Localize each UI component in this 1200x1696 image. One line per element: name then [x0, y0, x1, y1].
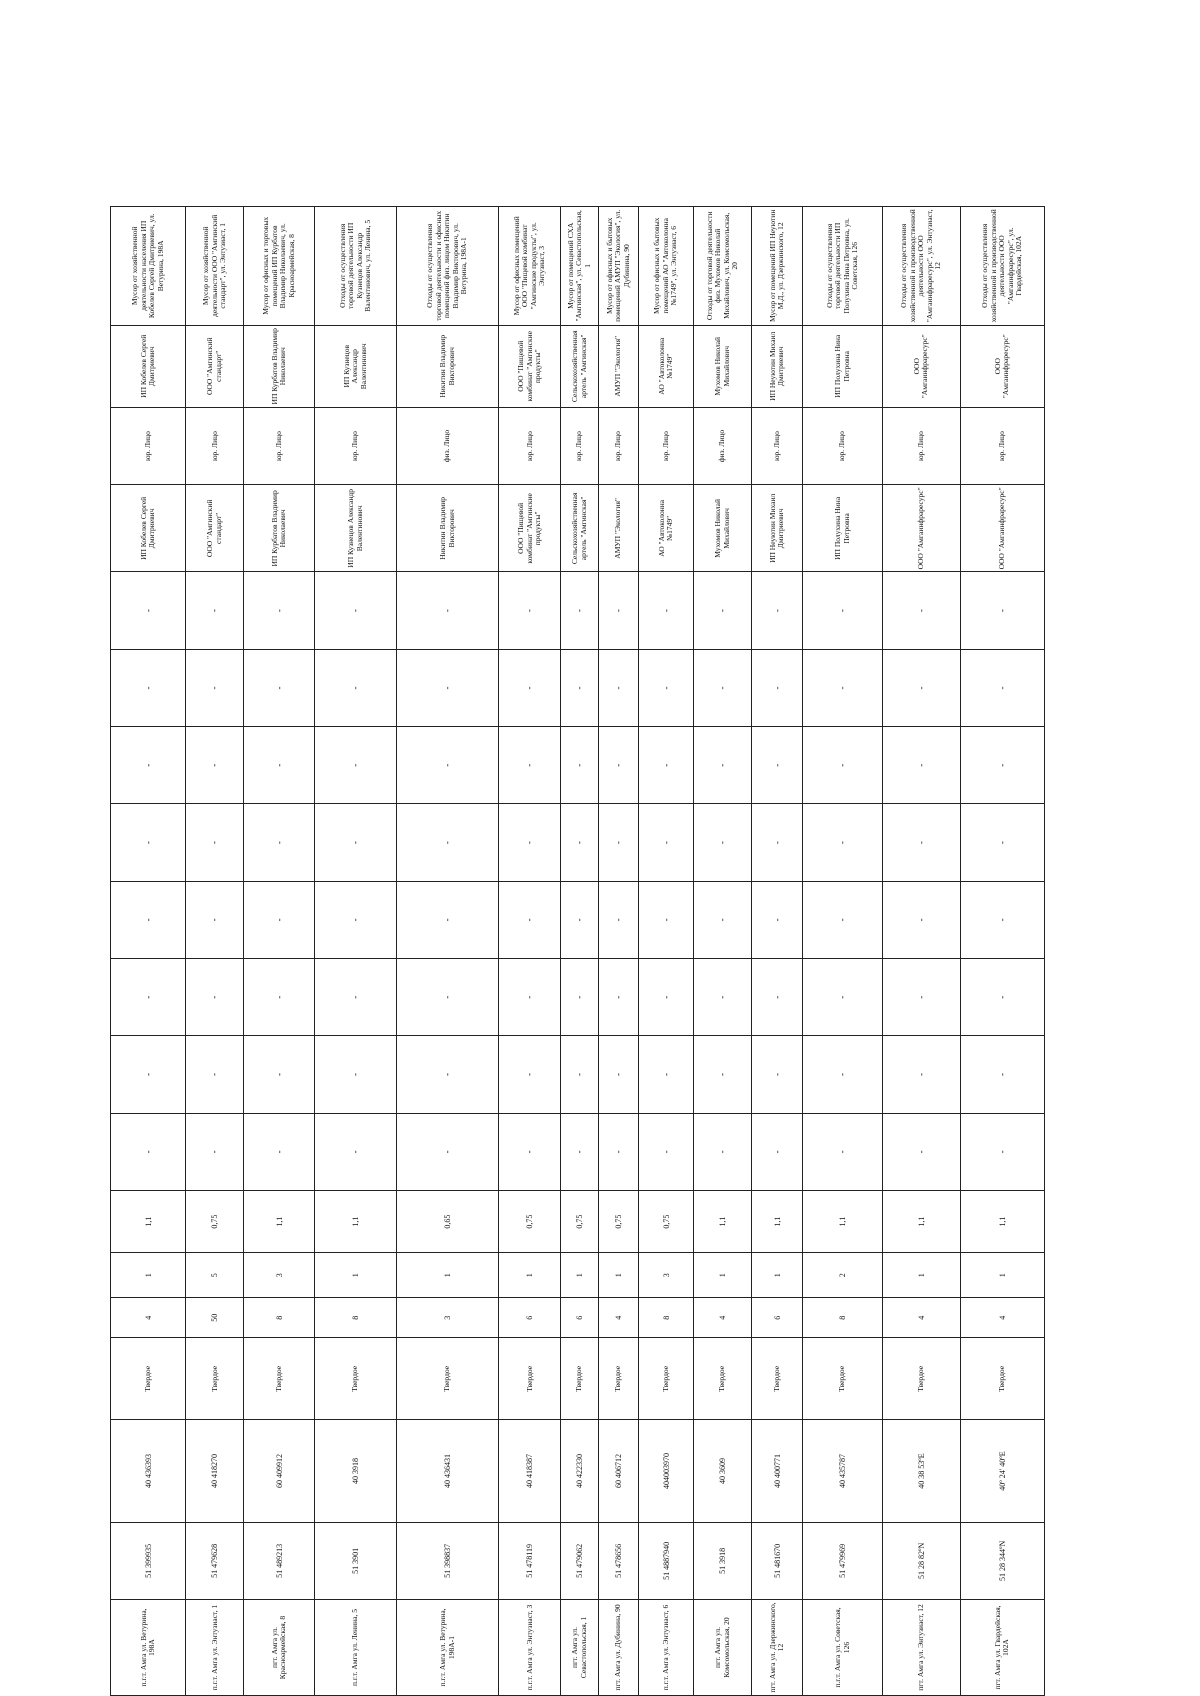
- empty-dash-cell: -: [752, 1036, 803, 1113]
- empty-dash-cell: -: [752, 959, 803, 1036]
- owner-cell: ООО "Пищевой комбинат "Амгинские продукты": [499, 485, 561, 572]
- empty-dash-cell: -: [244, 1113, 315, 1190]
- volume-cell: 1,1: [244, 1191, 315, 1253]
- empty-dash-cell: -: [186, 1036, 244, 1113]
- volume-cell: 1,1: [882, 1191, 960, 1253]
- empty-dash-cell: -: [638, 649, 693, 726]
- area-cell: 6: [561, 1298, 599, 1338]
- address-cell: пгт. Амга ул. Комсомольская, 20: [694, 1599, 752, 1695]
- empty-dash-cell: -: [960, 881, 1044, 958]
- empty-dash-cell: -: [397, 727, 499, 804]
- address-cell: пгт. Амга ул. Дубинина, 90: [599, 1599, 639, 1695]
- surface-cell: Твердое: [694, 1338, 752, 1420]
- address-cell: пгт. Амга ул. Дзержинского, 12: [752, 1599, 803, 1695]
- empty-dash-cell: -: [882, 649, 960, 726]
- owner-full-cell: ИП Кузнецов Александр Валентинович: [315, 325, 397, 407]
- person-type-cell: юр. Лицо: [752, 407, 803, 484]
- latitude-cell: 51 481670: [752, 1522, 803, 1599]
- owner-full-cell: ООО "Амгинский стандарт": [186, 325, 244, 407]
- owner-full-cell: Мухомов Николай Михайлович: [694, 325, 752, 407]
- table-row: [694, 207, 752, 1696]
- address-cell: пгт. Амга ул. Севастопольская, 1: [561, 1599, 599, 1695]
- empty-dash-cell: -: [499, 649, 561, 726]
- containers-cell: 1: [960, 1253, 1044, 1298]
- empty-dash-cell: -: [752, 804, 803, 881]
- empty-dash-cell: -: [244, 804, 315, 881]
- surface-cell: Твердое: [960, 1338, 1044, 1420]
- volume-cell: 1,1: [752, 1191, 803, 1253]
- waste-source-cell: Отходы от осуществления торговой деятельности ИП Полухина Нина Петровна, ул. Советская, 126: [803, 207, 883, 326]
- containers-cell: 3: [638, 1253, 693, 1298]
- empty-dash-cell: -: [694, 1113, 752, 1190]
- longitude-cell: 40 400771: [752, 1420, 803, 1522]
- area-cell: 4: [694, 1298, 752, 1338]
- surface-cell: Твердое: [599, 1338, 639, 1420]
- empty-dash-cell: -: [111, 1113, 186, 1190]
- empty-dash-cell: -: [752, 881, 803, 958]
- table-row: [111, 207, 186, 1696]
- waste-source-cell: Отходы от осуществления торговой деятельности ИП Кузнецов Александр Валентинович, ул. Ленина, 5: [315, 207, 397, 326]
- area-cell: 6: [499, 1298, 561, 1338]
- containers-cell: 1: [694, 1253, 752, 1298]
- empty-dash-cell: -: [599, 727, 639, 804]
- surface-cell: Твердое: [315, 1338, 397, 1420]
- empty-dash-cell: -: [111, 649, 186, 726]
- waste-sites-table: [110, 206, 1045, 1696]
- area-cell: 4: [882, 1298, 960, 1338]
- empty-dash-cell: -: [960, 572, 1044, 649]
- volume-cell: 1,1: [803, 1191, 883, 1253]
- longitude-cell: 40º 24' 40ºЕ: [960, 1420, 1044, 1522]
- latitude-cell: 51 398837: [397, 1522, 499, 1599]
- area-cell: 4: [111, 1298, 186, 1338]
- empty-dash-cell: -: [315, 572, 397, 649]
- empty-dash-cell: -: [882, 881, 960, 958]
- latitude-cell: 51 3918: [694, 1522, 752, 1599]
- empty-dash-cell: -: [694, 572, 752, 649]
- empty-dash-cell: -: [244, 881, 315, 958]
- empty-dash-cell: -: [499, 1036, 561, 1113]
- volume-cell: 1,1: [111, 1191, 186, 1253]
- table-row: [315, 207, 397, 1696]
- owner-cell: ИП Кузнецов Александр Валентинович: [315, 485, 397, 572]
- empty-dash-cell: -: [244, 727, 315, 804]
- waste-source-cell: Отходы от осуществления хозяйственной и производственной деятельности ООО "Амгаинфраресурс", ул. Энтузиаст, 12: [882, 207, 960, 326]
- owner-full-cell: ИП Неуютин Михаил Дмитриевич: [752, 325, 803, 407]
- empty-dash-cell: -: [499, 1113, 561, 1190]
- empty-dash-cell: -: [111, 881, 186, 958]
- table-row: [244, 207, 315, 1696]
- empty-dash-cell: -: [561, 572, 599, 649]
- waste-source-cell: Отходы от осуществления хозяйственной и производственной деятельности ООО "Амгаинфраресурс", ул. Гвардейская, 102А: [960, 207, 1044, 326]
- owner-cell: АМУП "Экология": [599, 485, 639, 572]
- empty-dash-cell: -: [397, 649, 499, 726]
- empty-dash-cell: -: [694, 959, 752, 1036]
- person-type-cell: юр. Лицо: [186, 407, 244, 484]
- longitude-cell: 40 418270: [186, 1420, 244, 1522]
- owner-full-cell: ИП Полухина Нина Петровна: [803, 325, 883, 407]
- longitude-cell: 40 3918: [315, 1420, 397, 1522]
- owner-cell: ИП Неуютин Михаил Дмитриевич: [752, 485, 803, 572]
- surface-cell: Твердое: [111, 1338, 186, 1420]
- area-cell: 50: [186, 1298, 244, 1338]
- address-cell: пгт. Амга ул. Гвардейская, 102А: [960, 1599, 1044, 1695]
- surface-cell: Твердое: [882, 1338, 960, 1420]
- empty-dash-cell: -: [561, 727, 599, 804]
- empty-dash-cell: -: [315, 804, 397, 881]
- person-type-cell: юр. Лицо: [960, 407, 1044, 484]
- latitude-cell: 51 478119: [499, 1522, 561, 1599]
- address-cell: пгт. Амга ул. Красноармейская, 8: [244, 1599, 315, 1695]
- empty-dash-cell: -: [186, 572, 244, 649]
- latitude-cell: 51 28 344ºN: [960, 1522, 1044, 1599]
- address-cell: п.г.т. Амга ул. Советская, 126: [803, 1599, 883, 1695]
- latitude-cell: 51 479969: [803, 1522, 883, 1599]
- address-cell: п.г.т. Амга ул. Ветурина, 198А: [111, 1599, 186, 1695]
- volume-cell: 1,1: [315, 1191, 397, 1253]
- person-type-cell: физ. Лицо: [694, 407, 752, 484]
- empty-dash-cell: -: [315, 959, 397, 1036]
- empty-dash-cell: -: [397, 881, 499, 958]
- empty-dash-cell: -: [111, 804, 186, 881]
- empty-dash-cell: -: [638, 572, 693, 649]
- owner-full-cell: ИП Курбатов Владимир Николаевич: [244, 325, 315, 407]
- empty-dash-cell: -: [561, 881, 599, 958]
- empty-dash-cell: -: [186, 649, 244, 726]
- volume-cell: 0,75: [599, 1191, 639, 1253]
- empty-dash-cell: -: [397, 804, 499, 881]
- area-cell: 8: [244, 1298, 315, 1338]
- waste-source-cell: Отходы от осуществления торговой деятельности и офисных помещений физ. лицом Никитин Владимир Викторович, ул. Ветурина, 198А-1: [397, 207, 499, 326]
- empty-dash-cell: -: [960, 1036, 1044, 1113]
- volume-cell: 0,75: [499, 1191, 561, 1253]
- empty-dash-cell: -: [186, 959, 244, 1036]
- empty-dash-cell: -: [694, 649, 752, 726]
- surface-cell: Твердое: [186, 1338, 244, 1420]
- empty-dash-cell: -: [111, 1036, 186, 1113]
- waste-source-cell: Мусор от помещений СХА "Амгинская", ул. Севастопольская, 1: [561, 207, 599, 326]
- volume-cell: 0,75: [186, 1191, 244, 1253]
- volume-cell: 0,75: [561, 1191, 599, 1253]
- empty-dash-cell: -: [803, 804, 883, 881]
- person-type-cell: юр. Лицо: [638, 407, 693, 484]
- longitude-cell: 40 422330: [561, 1420, 599, 1522]
- owner-cell: ИП Кобелев Сергей Дмитриевич: [111, 485, 186, 572]
- surface-cell: Твердое: [561, 1338, 599, 1420]
- waste-source-cell: Мусор от помещений ИП Неуютин М.Д., ул. Дзержинского, 12: [752, 207, 803, 326]
- area-cell: 4: [599, 1298, 639, 1338]
- surface-cell: Твердое: [499, 1338, 561, 1420]
- empty-dash-cell: -: [599, 572, 639, 649]
- address-cell: п.г.т. Амга ул. Энтузиаст, 1: [186, 1599, 244, 1695]
- containers-cell: 1: [111, 1253, 186, 1298]
- empty-dash-cell: -: [244, 649, 315, 726]
- address-cell: п.г.т. Амга ул. Ленина, 5: [315, 1599, 397, 1695]
- latitude-cell: 51 28 82ºN: [882, 1522, 960, 1599]
- address-cell: п.г.т. Амга ул. Энтузиаст, 6: [638, 1599, 693, 1695]
- empty-dash-cell: -: [752, 1113, 803, 1190]
- empty-dash-cell: -: [599, 1036, 639, 1113]
- empty-dash-cell: -: [397, 959, 499, 1036]
- table-row: [752, 207, 803, 1696]
- containers-cell: 1: [561, 1253, 599, 1298]
- person-type-cell: юр. Лицо: [244, 407, 315, 484]
- empty-dash-cell: -: [694, 881, 752, 958]
- latitude-cell: 51 479062: [561, 1522, 599, 1599]
- area-cell: 4: [960, 1298, 1044, 1338]
- empty-dash-cell: -: [244, 959, 315, 1036]
- owner-full-cell: АО "Автоколонна №1749": [638, 325, 693, 407]
- table-row: [499, 207, 561, 1696]
- empty-dash-cell: -: [882, 1036, 960, 1113]
- volume-cell: 1,1: [960, 1191, 1044, 1253]
- owner-full-cell: Никитин Владимир Викторович: [397, 325, 499, 407]
- surface-cell: Твердое: [244, 1338, 315, 1420]
- empty-dash-cell: -: [960, 959, 1044, 1036]
- table-row: [186, 207, 244, 1696]
- table-row: [803, 207, 883, 1696]
- rotated-table-sheet: [110, 206, 1045, 1696]
- empty-dash-cell: -: [561, 1113, 599, 1190]
- longitude-cell: 40 418387: [499, 1420, 561, 1522]
- longitude-cell: 40 436393: [111, 1420, 186, 1522]
- empty-dash-cell: -: [803, 572, 883, 649]
- longitude-cell: 40 436431: [397, 1420, 499, 1522]
- person-type-cell: юр. Лицо: [882, 407, 960, 484]
- empty-dash-cell: -: [561, 804, 599, 881]
- empty-dash-cell: -: [599, 1113, 639, 1190]
- empty-dash-cell: -: [397, 572, 499, 649]
- volume-cell: 1,1: [694, 1191, 752, 1253]
- person-type-cell: юр. Лицо: [599, 407, 639, 484]
- longitude-cell: 40 38 53ºЕ: [882, 1420, 960, 1522]
- containers-cell: 1: [499, 1253, 561, 1298]
- address-cell: п.г.т. Амга ул. Энтузиаст, 3: [499, 1599, 561, 1695]
- empty-dash-cell: -: [960, 727, 1044, 804]
- empty-dash-cell: -: [638, 1036, 693, 1113]
- person-type-cell: юр. Лицо: [111, 407, 186, 484]
- surface-cell: Твердое: [752, 1338, 803, 1420]
- owner-cell: ООО "Амгинский стандарт": [186, 485, 244, 572]
- owner-full-cell: АМУП "Экология": [599, 325, 639, 407]
- empty-dash-cell: -: [803, 1113, 883, 1190]
- latitude-cell: 51 478656: [599, 1522, 639, 1599]
- empty-dash-cell: -: [599, 649, 639, 726]
- empty-dash-cell: -: [752, 727, 803, 804]
- owner-cell: Мухомов Николай Михайлович: [694, 485, 752, 572]
- empty-dash-cell: -: [499, 804, 561, 881]
- empty-dash-cell: -: [752, 649, 803, 726]
- empty-dash-cell: -: [244, 1036, 315, 1113]
- person-type-cell: юр. Лицо: [803, 407, 883, 484]
- empty-dash-cell: -: [882, 804, 960, 881]
- area-cell: 8: [638, 1298, 693, 1338]
- containers-cell: 3: [244, 1253, 315, 1298]
- latitude-cell: 51 479628: [186, 1522, 244, 1599]
- empty-dash-cell: -: [599, 959, 639, 1036]
- empty-dash-cell: -: [638, 804, 693, 881]
- owner-cell: ООО "Амгаинфраресурс": [882, 485, 960, 572]
- empty-dash-cell: -: [599, 804, 639, 881]
- volume-cell: 0,65: [397, 1191, 499, 1253]
- owner-full-cell: ООО "Пищевой комбинат "Амгинские продукты": [499, 325, 561, 407]
- owner-cell: ООО "Амгаинфраресурс": [960, 485, 1044, 572]
- longitude-cell: 40 435787: [803, 1420, 883, 1522]
- empty-dash-cell: -: [186, 804, 244, 881]
- empty-dash-cell: -: [315, 649, 397, 726]
- waste-source-cell: Мусор от хозяйственной деятельности населения ИП Кобелев Сергей Дмитриевич, ул. Ветурина, 198А: [111, 207, 186, 326]
- surface-cell: Твердое: [397, 1338, 499, 1420]
- empty-dash-cell: -: [882, 959, 960, 1036]
- owner-full-cell: ООО "Амгаинфраресурс": [882, 325, 960, 407]
- containers-cell: 1: [397, 1253, 499, 1298]
- empty-dash-cell: -: [694, 804, 752, 881]
- empty-dash-cell: -: [638, 1113, 693, 1190]
- empty-dash-cell: -: [499, 727, 561, 804]
- owner-cell: ИП Полухина Нина Петровна: [803, 485, 883, 572]
- address-cell: пгт. Амга ул. Энтузиаст, 12: [882, 1599, 960, 1695]
- waste-source-cell: Мусор от офисных и бытовых помещений АО "Автоколонна №1749", ул. Энтузиаст, 6: [638, 207, 693, 326]
- empty-dash-cell: -: [397, 1113, 499, 1190]
- empty-dash-cell: -: [882, 1113, 960, 1190]
- owner-full-cell: Сельскохозяйственная артель "Амгинская": [561, 325, 599, 407]
- owner-cell: АО "Автоколонна №1749": [638, 485, 693, 572]
- empty-dash-cell: -: [561, 959, 599, 1036]
- empty-dash-cell: -: [186, 881, 244, 958]
- volume-cell: 0,75: [638, 1191, 693, 1253]
- empty-dash-cell: -: [561, 1036, 599, 1113]
- area-cell: 8: [315, 1298, 397, 1338]
- containers-cell: 1: [752, 1253, 803, 1298]
- longitude-cell: 404003970: [638, 1420, 693, 1522]
- empty-dash-cell: -: [499, 881, 561, 958]
- area-cell: 3: [397, 1298, 499, 1338]
- latitude-cell: 51 4887940: [638, 1522, 693, 1599]
- empty-dash-cell: -: [803, 727, 883, 804]
- empty-dash-cell: -: [803, 959, 883, 1036]
- latitude-cell: 51 489213: [244, 1522, 315, 1599]
- owner-full-cell: ООО "Амгаинфраресурс": [960, 325, 1044, 407]
- area-cell: 6: [752, 1298, 803, 1338]
- empty-dash-cell: -: [111, 727, 186, 804]
- empty-dash-cell: -: [638, 959, 693, 1036]
- table-row: [561, 207, 599, 1696]
- empty-dash-cell: -: [599, 881, 639, 958]
- containers-cell: 1: [599, 1253, 639, 1298]
- person-type-cell: юр. Лицо: [561, 407, 599, 484]
- empty-dash-cell: -: [803, 649, 883, 726]
- empty-dash-cell: -: [499, 572, 561, 649]
- person-type-cell: юр. Лицо: [315, 407, 397, 484]
- empty-dash-cell: -: [111, 959, 186, 1036]
- empty-dash-cell: -: [499, 959, 561, 1036]
- table-row: [638, 207, 693, 1696]
- owner-cell: Сельскохозяйственная артель "Амгинская": [561, 485, 599, 572]
- surface-cell: Твердое: [638, 1338, 693, 1420]
- longitude-cell: 60 409912: [244, 1420, 315, 1522]
- empty-dash-cell: -: [694, 1036, 752, 1113]
- table-row: [397, 207, 499, 1696]
- empty-dash-cell: -: [244, 572, 315, 649]
- empty-dash-cell: -: [882, 727, 960, 804]
- empty-dash-cell: -: [186, 727, 244, 804]
- latitude-cell: 51 3901: [315, 1522, 397, 1599]
- area-cell: 8: [803, 1298, 883, 1338]
- empty-dash-cell: -: [960, 1113, 1044, 1190]
- empty-dash-cell: -: [111, 572, 186, 649]
- empty-dash-cell: -: [315, 881, 397, 958]
- waste-source-cell: Мусор от офисных и бытовых помещений АМУП "Экология", ул. Дубинина, 90: [599, 207, 639, 326]
- waste-source-cell: Мусор от хозяйственной деятельности ООО "Амгинский стандарт", ул. Энтузиаст, 1: [186, 207, 244, 326]
- longitude-cell: 40 3609: [694, 1420, 752, 1522]
- containers-cell: 5: [186, 1253, 244, 1298]
- empty-dash-cell: -: [638, 881, 693, 958]
- empty-dash-cell: -: [397, 1036, 499, 1113]
- person-type-cell: физ. Лицо: [397, 407, 499, 484]
- waste-source-cell: Мусор от офисных помещений ООО "Пищевой комбинат "Амгинские продукты", ул. Энтузиаст, 3: [499, 207, 561, 326]
- table-row: [599, 207, 639, 1696]
- empty-dash-cell: -: [694, 727, 752, 804]
- empty-dash-cell: -: [315, 1113, 397, 1190]
- owner-cell: ИП Курбатов Владимир Николаевич: [244, 485, 315, 572]
- empty-dash-cell: -: [803, 1036, 883, 1113]
- empty-dash-cell: -: [638, 727, 693, 804]
- empty-dash-cell: -: [752, 572, 803, 649]
- empty-dash-cell: -: [960, 804, 1044, 881]
- empty-dash-cell: -: [315, 727, 397, 804]
- empty-dash-cell: -: [561, 649, 599, 726]
- waste-source-cell: Отходы от торговой деятельности физ. Мухомов Николай Михайлович, ул. Комсомольская, 20: [694, 207, 752, 326]
- latitude-cell: 51 399935: [111, 1522, 186, 1599]
- empty-dash-cell: -: [186, 1113, 244, 1190]
- containers-cell: 1: [315, 1253, 397, 1298]
- waste-source-cell: Мусор от офисных и торговых помещений ИП Курбатов Владимир Николаевич, ул. Красноармейская, 8: [244, 207, 315, 326]
- empty-dash-cell: -: [803, 881, 883, 958]
- longitude-cell: 60 406712: [599, 1420, 639, 1522]
- empty-dash-cell: -: [960, 649, 1044, 726]
- containers-cell: 1: [882, 1253, 960, 1298]
- person-type-cell: юр. Лицо: [499, 407, 561, 484]
- surface-cell: Твердое: [803, 1338, 883, 1420]
- owner-cell: Никитин Владимир Викторович: [397, 485, 499, 572]
- table-row: [960, 207, 1044, 1696]
- containers-cell: 2: [803, 1253, 883, 1298]
- table-row: [882, 207, 960, 1696]
- owner-full-cell: ИП Кобелев Сергей Дмитриевич: [111, 325, 186, 407]
- empty-dash-cell: -: [882, 572, 960, 649]
- empty-dash-cell: -: [315, 1036, 397, 1113]
- address-cell: п.г.т. Амга ул. Ветурина, 198А-1: [397, 1599, 499, 1695]
